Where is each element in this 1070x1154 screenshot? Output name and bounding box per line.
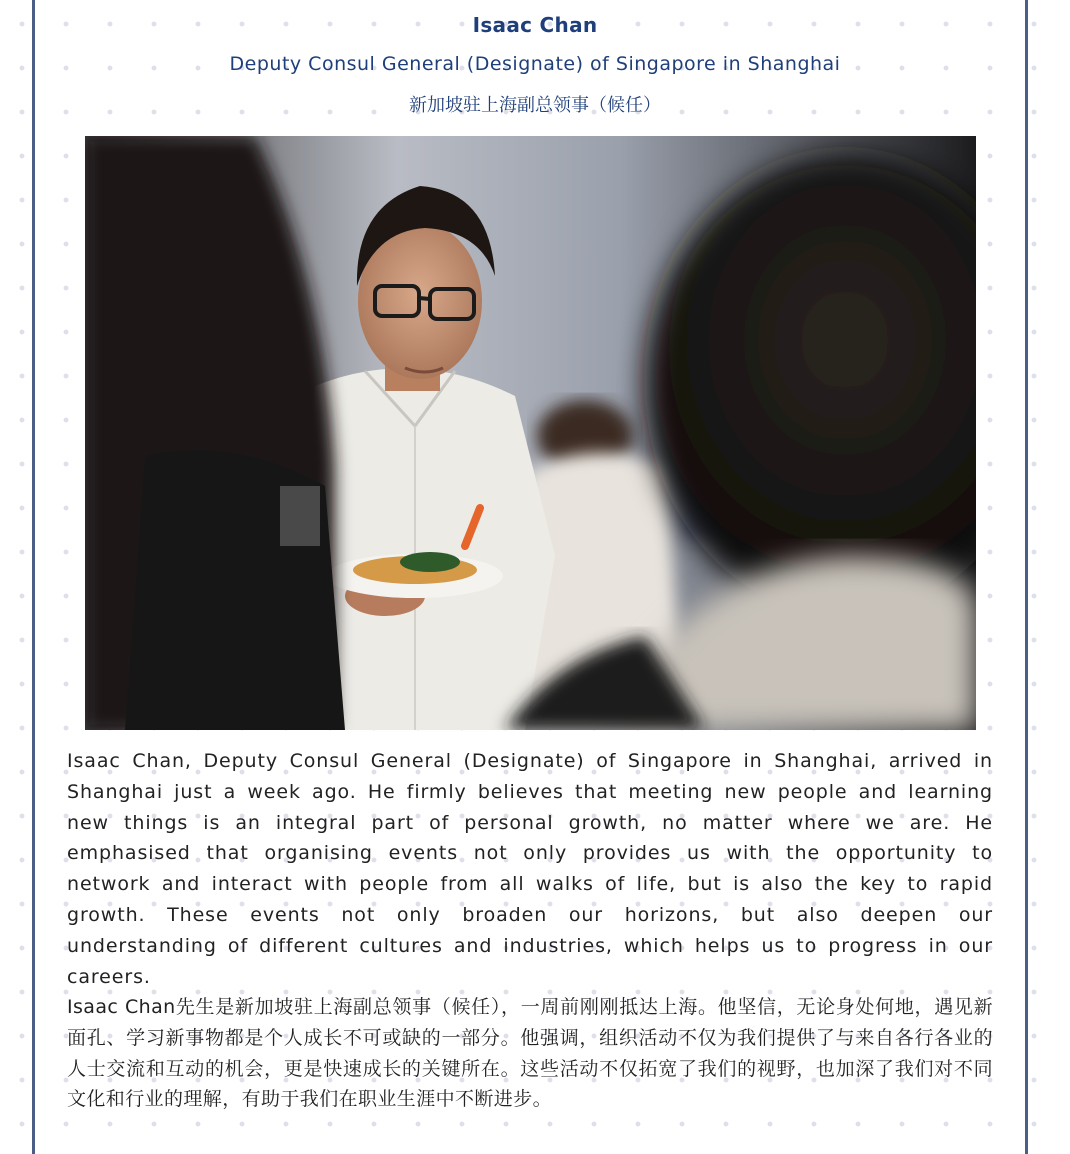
bio-paragraph-english: Isaac Chan, Deputy Consul General (Designate) of Singapore in Shanghai, arrived in Shanghai just a week ago. He firmly believes that meeting new people and learning new things is an integral part of personal growth, no matter where we are. He emphasised that organising events not only provides us with the opportunity to network and interact with people from all walks of life, but is also the key to rapid growth. These events not only broaden our horizons, but also deepen our understanding of different cultures and industries, which helps us to progress in our careers. <box>67 750 993 988</box>
person-name: Isaac Chan <box>472 13 598 37</box>
person-title-chinese: 新加坡驻上海副总领事（候任） <box>409 95 661 116</box>
bio-paragraph-chinese: Isaac Chan先生是新加坡驻上海副总领事（候任），一周前刚刚抵达上海。他坚信，无论身处何地，遇见新面孔、学习新事物都是个人成长不可或缺的一部分。他强调，组织活动不仅为我们提供了与来自各行各业的人士交流和互动的机会，更是快速成长的关键所在。这些活动不仅拓宽了我们的视野，也加深了我们对不同文化和行业的理解，有助于我们在职业生涯中不断进步。 <box>67 996 993 1111</box>
person-title-english: Deputy Consul General (Designate) of Singapore in Shanghai <box>229 53 841 75</box>
portrait-photo <box>85 136 976 730</box>
portrait-photo-icon <box>85 136 976 730</box>
